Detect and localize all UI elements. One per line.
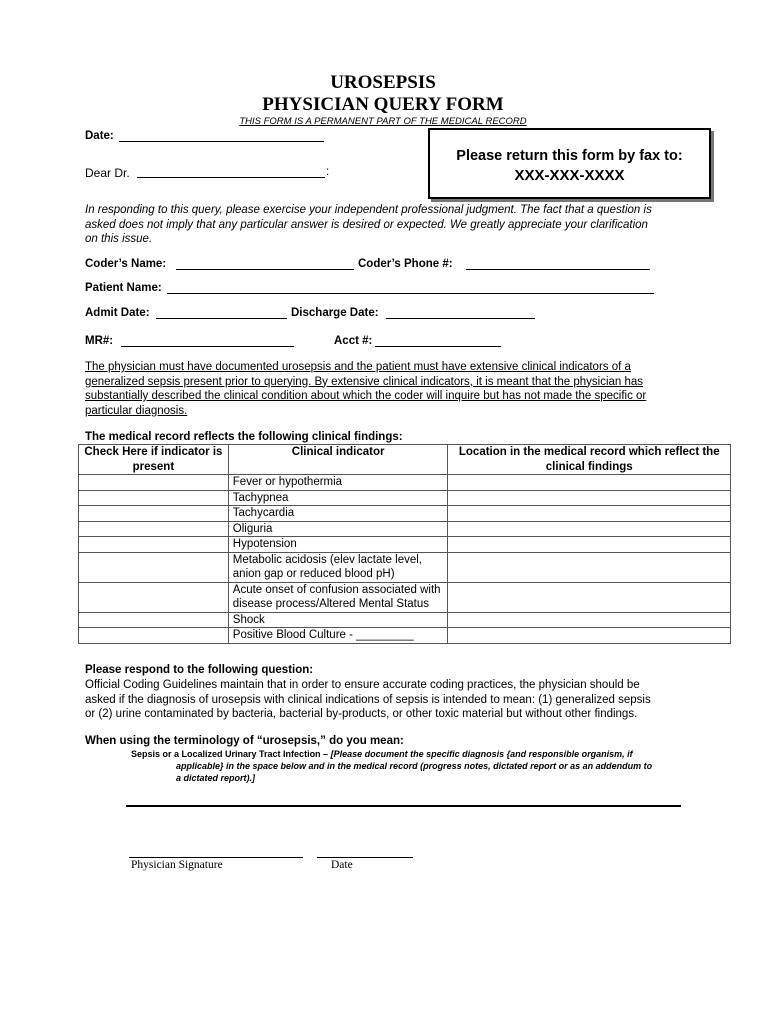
fax-return-box: [428, 128, 711, 199]
discharge-date-field[interactable]: [386, 318, 535, 319]
intro-line: asked does not imply that any particular answer is desired or expected. We greatly appreciate your clarification: [85, 218, 648, 231]
discharge-date-label: Discharge Date:: [291, 307, 379, 319]
location-cell[interactable]: [448, 506, 731, 522]
location-cell[interactable]: [448, 537, 731, 553]
location-column-header: Location in the medical record which reflect the clinical findings: [448, 445, 731, 475]
option-instruction: a dictated report).]: [176, 773, 256, 783]
physician-signature-label: Physician Signature: [131, 859, 223, 871]
fax-number: XXX-XXX-XXXX: [514, 167, 625, 184]
check-cell[interactable]: [79, 475, 229, 491]
clinical-findings-table: [78, 444, 731, 644]
criteria-line: substantially described the clinical condition about which the coder will inquire but has not made the specific or: [85, 390, 647, 402]
location-cell[interactable]: [448, 521, 731, 537]
findings-heading: The medical record reflects the following clinical findings:: [85, 431, 403, 443]
check-cell[interactable]: [79, 552, 229, 582]
option-lead: Sepsis or a Localized Urinary Tract Infection –: [131, 749, 331, 759]
patient-name-field[interactable]: [167, 293, 654, 294]
coder-name-field[interactable]: [176, 269, 354, 270]
indicator-cell: Oliguria: [228, 521, 448, 537]
table-row: [79, 475, 731, 491]
signature-date-label: Date: [331, 859, 353, 871]
criteria-line: particular diagnosis.: [85, 404, 188, 417]
check-cell[interactable]: [79, 582, 229, 612]
response-line[interactable]: [126, 805, 681, 807]
intro-line: on this issue.: [85, 233, 153, 245]
indicator-cell: Fever or hypothermia: [228, 475, 448, 491]
table-row: [79, 612, 731, 628]
date-label: Date:: [85, 130, 114, 142]
mr-label: MR#:: [85, 335, 114, 347]
acct-field[interactable]: [375, 346, 501, 347]
criteria-line: generalized sepsis present prior to querying. By extensive clinical indicators, it is meant that the physician has: [85, 375, 644, 388]
dear-dr-label: Dear Dr.: [85, 166, 130, 180]
intro-paragraph: [85, 203, 705, 247]
table-row: [79, 490, 731, 506]
form-title: UROSEPSIS: [330, 72, 436, 93]
indicator-cell: Acute onset of confusion associated with disease process/Altered Mental Status: [228, 582, 448, 612]
signature-line[interactable]: [129, 857, 303, 858]
indicator-cell: Tachycardia: [228, 506, 448, 522]
intro-line: In responding to this query, please exercise your independent professional judgment. The fact that a question is: [85, 204, 652, 216]
check-cell[interactable]: [79, 490, 229, 506]
fax-instruction: Please return this form by fax to:: [456, 148, 683, 164]
admit-date-field[interactable]: [156, 318, 287, 319]
signature-date-line[interactable]: [317, 857, 413, 858]
sepsis-option: [131, 748, 691, 784]
indicator-cell: Tachypnea: [228, 490, 448, 506]
indicator-cell: Hypotension: [228, 537, 448, 553]
indicator-cell: Positive Blood Culture - _________: [228, 628, 448, 644]
table-row: [79, 521, 731, 537]
indicator-column-header: Clinical indicator: [228, 445, 448, 475]
physician-name-field[interactable]: [137, 177, 325, 178]
indicator-cell: Metabolic acidosis (elev lactate level, anion gap or reduced blood pH): [228, 552, 448, 582]
question-line: Official Coding Guidelines maintain that in order to ensure accurate coding practices, the physician should be: [85, 679, 640, 691]
location-cell[interactable]: [448, 628, 731, 644]
table-row: [79, 582, 731, 612]
option-instruction: applicable} in the space below and in the medical record (progress notes, dictated report or as an addendum to: [176, 761, 653, 771]
date-field[interactable]: [119, 141, 324, 142]
admit-date-label: Admit Date:: [85, 307, 150, 319]
check-cell[interactable]: [79, 537, 229, 553]
table-row: [79, 537, 731, 553]
coder-phone-field[interactable]: [466, 269, 650, 270]
terminology-heading: When using the terminology of “urosepsis,” do you mean:: [85, 735, 404, 747]
table-row: [79, 628, 731, 644]
coder-phone-label: Coder’s Phone #:: [358, 258, 453, 270]
table-row: [79, 552, 731, 582]
criteria-line: The physician must have documented urosepsis and the patient must have extensive clinical indicators of a: [85, 361, 631, 373]
question-paragraph: [85, 678, 725, 722]
form-subtitle-title: PHYSICIAN QUERY FORM: [262, 94, 504, 115]
indicator-cell: Shock: [228, 612, 448, 628]
location-cell[interactable]: [448, 582, 731, 612]
coder-name-label: Coder’s Name:: [85, 258, 167, 270]
dear-dr-colon: :: [326, 166, 330, 178]
acct-label: Acct #:: [334, 335, 373, 347]
location-cell[interactable]: [448, 490, 731, 506]
check-cell[interactable]: [79, 521, 229, 537]
check-column-header: Check Here if indicator is present: [79, 445, 229, 475]
criteria-paragraph: [85, 360, 705, 418]
table-header-row: [79, 445, 731, 475]
location-cell[interactable]: [448, 552, 731, 582]
check-cell[interactable]: [79, 506, 229, 522]
mr-field[interactable]: [121, 346, 294, 347]
patient-name-label: Patient Name:: [85, 282, 162, 294]
location-cell[interactable]: [448, 612, 731, 628]
permanent-record-note: THIS FORM IS A PERMANENT PART OF THE MEDICAL RECORD: [239, 116, 527, 127]
option-instruction: [Please document the specific diagnosis {and responsible organism, if: [330, 749, 633, 759]
table-row: [79, 506, 731, 522]
question-line: or (2) urine contaminated by bacteria, bacterial by-products, or other toxic material but without other findings.: [85, 708, 638, 720]
question-heading: Please respond to the following question:: [85, 664, 314, 676]
check-cell[interactable]: [79, 628, 229, 644]
question-line: asked if the diagnosis of urosepsis with clinical indications of sepsis is intended to mean: (1) generalized sepsis: [85, 693, 651, 706]
location-cell[interactable]: [448, 475, 731, 491]
check-cell[interactable]: [79, 612, 229, 628]
